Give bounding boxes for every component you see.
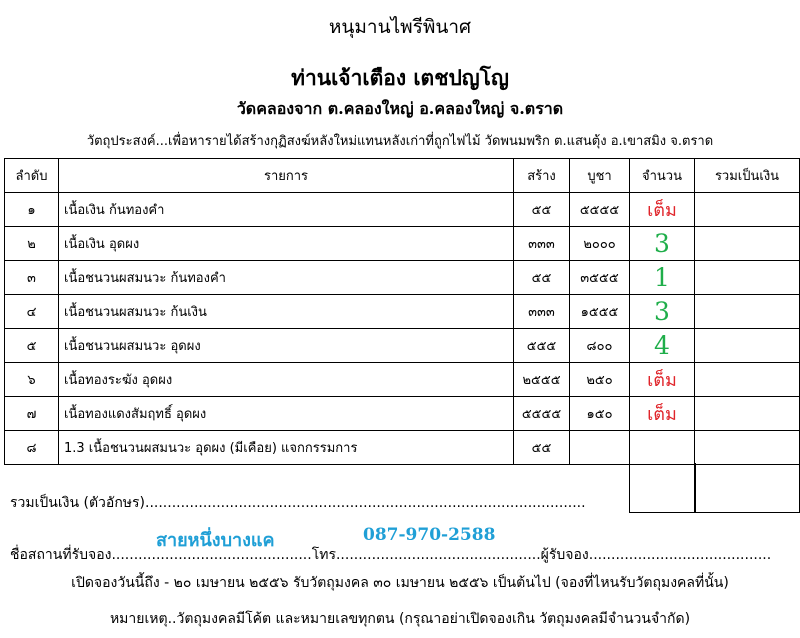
row-total[interactable] bbox=[695, 261, 800, 295]
header-no: ลำดับ bbox=[5, 159, 59, 193]
reservation-place-line[interactable]: ชื่อสถานที่รับจอง.............................................โทร..............................................ผู้รับจอง......................................... bbox=[10, 547, 772, 563]
monk-name-heading: ท่านเจ้าเตือง เตชปญโญ bbox=[291, 65, 509, 90]
table-header-row bbox=[5, 159, 800, 193]
row-total[interactable] bbox=[695, 431, 800, 465]
row-item: เนื้อชนวนผสมนวะ อุดผง bbox=[59, 329, 514, 363]
reserve-contact-name: สายหนึ่งบางแค bbox=[156, 530, 275, 551]
row-built: ๕๕ bbox=[514, 261, 570, 295]
reserve-contact-phone: 087-970-2588 bbox=[363, 525, 496, 545]
row-qty[interactable]: 1 bbox=[630, 261, 695, 295]
table-row bbox=[5, 431, 800, 465]
table-row bbox=[5, 227, 800, 261]
header-total: รวมเป็นเงิน bbox=[695, 159, 800, 193]
row-no: ๒ bbox=[5, 227, 59, 261]
row-total[interactable] bbox=[695, 193, 800, 227]
row-total[interactable] bbox=[695, 363, 800, 397]
row-price: ๑๕๕๕ bbox=[570, 295, 630, 329]
row-total[interactable] bbox=[695, 227, 800, 261]
grand-total-box[interactable] bbox=[694, 463, 800, 513]
row-qty[interactable]: เต็ม bbox=[630, 363, 695, 397]
row-built: ๓๓๓ bbox=[514, 227, 570, 261]
row-no: ๓ bbox=[5, 261, 59, 295]
row-price: ๕๕๕๕ bbox=[570, 193, 630, 227]
row-qty[interactable] bbox=[630, 431, 695, 465]
table-row bbox=[5, 329, 800, 363]
row-built: ๕๕๕๕ bbox=[514, 397, 570, 431]
row-total[interactable] bbox=[695, 397, 800, 431]
row-item: เนื้อเงิน ก้นทองคำ bbox=[59, 193, 514, 227]
row-no: ๕ bbox=[5, 329, 59, 363]
table-row bbox=[5, 295, 800, 329]
row-no: ๔ bbox=[5, 295, 59, 329]
header-qty: จำนวน bbox=[630, 159, 695, 193]
row-item: 1.3 เนื้อชนวนผสมนวะ อุดผง (มีเคือย) แจกกรรมการ bbox=[59, 431, 514, 465]
table-row bbox=[5, 261, 800, 295]
reservation-period-line: เปิดจองวันนี้ถึง - ๒๐ เมษายน ๒๕๕๖ รับวัตถุมงคล ๓๐ เมษายน ๒๕๕๖ เป็นต้นไป (จองที่ไหนรับวัตถุมงคลที่นั้น) bbox=[71, 575, 729, 591]
header-price: บูชา bbox=[570, 159, 630, 193]
row-price bbox=[570, 431, 630, 465]
sum-in-words-line[interactable]: รวมเป็นเงิน (ตัวอักษร)................................................................................................... bbox=[10, 495, 586, 511]
row-price: ๑๕๐ bbox=[570, 397, 630, 431]
page-title: หนุมานไพรีพินาศ bbox=[328, 16, 472, 38]
row-no: ๑ bbox=[5, 193, 59, 227]
grand-qty-box[interactable] bbox=[629, 463, 696, 513]
row-price: ๘๐๐ bbox=[570, 329, 630, 363]
row-total[interactable] bbox=[695, 295, 800, 329]
order-table bbox=[4, 158, 800, 465]
row-built: ๓๓๓ bbox=[514, 295, 570, 329]
row-no: ๖ bbox=[5, 363, 59, 397]
row-qty[interactable]: 3 bbox=[630, 227, 695, 261]
row-item: เนื้อทองแดงสัมฤทธิ์ อุดผง bbox=[59, 397, 514, 431]
header-item: รายการ bbox=[59, 159, 514, 193]
row-item: เนื้อเงิน อุดผง bbox=[59, 227, 514, 261]
table-row bbox=[5, 397, 800, 431]
row-no: ๗ bbox=[5, 397, 59, 431]
row-qty[interactable]: 3 bbox=[630, 295, 695, 329]
row-item: เนื้อทองระฆัง อุดผง bbox=[59, 363, 514, 397]
row-qty[interactable]: 4 bbox=[630, 329, 695, 363]
header-built: สร้าง bbox=[514, 159, 570, 193]
row-built: ๕๕ bbox=[514, 193, 570, 227]
row-price: ๓๕๕๕ bbox=[570, 261, 630, 295]
row-no: ๘ bbox=[5, 431, 59, 465]
table-row bbox=[5, 363, 800, 397]
note-line: หมายเหตุ..วัตถุมงคลมีโค้ต และหมายเลขทุกตน (กรุณาอย่าเปิดจองเกิน วัตถุมงคลมีจำนวนจำกัด) bbox=[109, 611, 691, 627]
row-item: เนื้อชนวนผสมนวะ ก้นเงิน bbox=[59, 295, 514, 329]
purpose-line: วัตถุประสงค์...เพื่อหารายได้สร้างกุฏิสงฆ์หลังใหม่แทนหลังเก่าที่ถูกไฟไม้ วัดพนมพริก ต.แสนตุ้ง อ.เขาสมิง จ.ตราด bbox=[86, 134, 714, 149]
row-built: ๕๕๕ bbox=[514, 329, 570, 363]
row-qty[interactable]: เต็ม bbox=[630, 193, 695, 227]
row-price: ๒๕๐ bbox=[570, 363, 630, 397]
row-total[interactable] bbox=[695, 329, 800, 363]
row-price: ๒๐๐๐ bbox=[570, 227, 630, 261]
temple-address: วัดคลองจาก ต.คลองใหญ่ อ.คลองใหญ่ จ.ตราด bbox=[236, 99, 564, 118]
row-item: เนื้อชนวนผสมนวะ ก้นทองคำ bbox=[59, 261, 514, 295]
row-qty[interactable]: เต็ม bbox=[630, 397, 695, 431]
row-built: ๕๕ bbox=[514, 431, 570, 465]
table-row bbox=[5, 193, 800, 227]
row-built: ๒๕๕๕ bbox=[514, 363, 570, 397]
